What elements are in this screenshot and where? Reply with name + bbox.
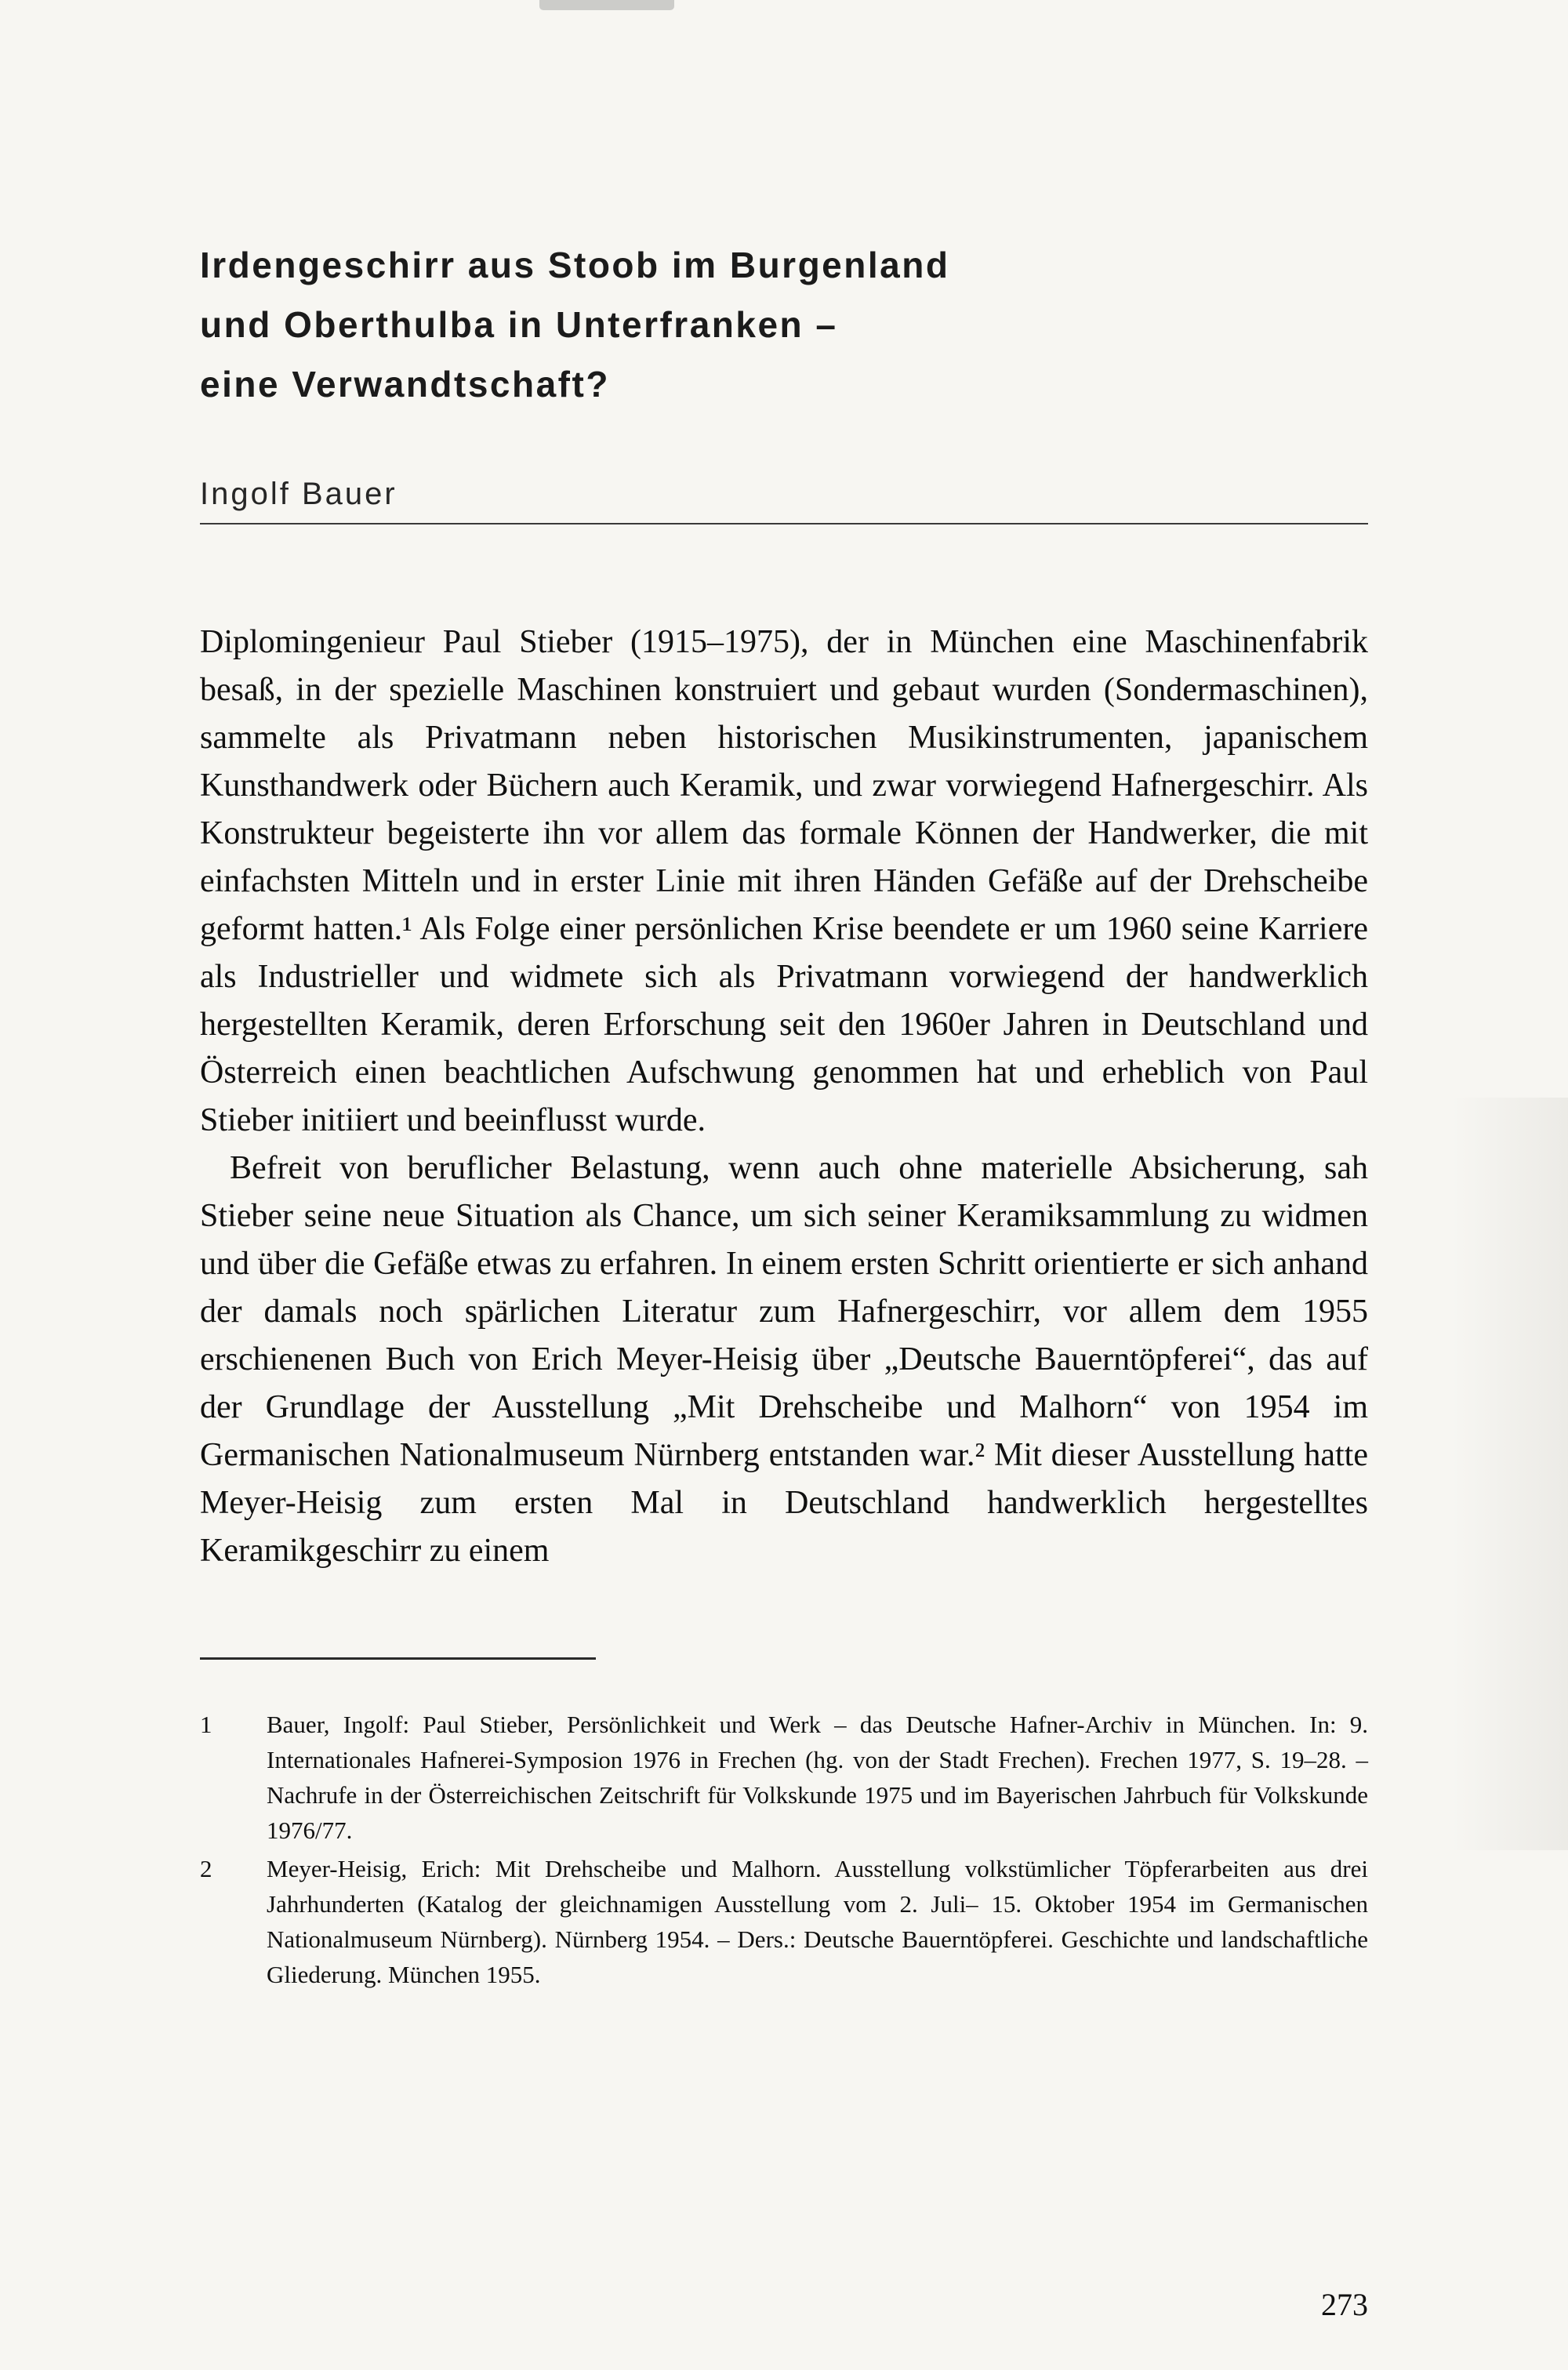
author-divider-rule xyxy=(200,523,1368,524)
footnote-1-number: 1 xyxy=(200,1711,212,1738)
article-title-line-2: und Oberthulba in Unterfranken – xyxy=(200,304,838,345)
scan-artifact xyxy=(539,0,674,10)
footnote-2 xyxy=(200,1851,1368,1992)
paragraph-2: Befreit von beruflicher Belastung, wenn auch ohne materielle Absicherung, sah Stieber seine neue Situation als Chance, um sich seiner Keramiksammlung zu widmen und über die Gefäße etwas zu erfahren. In einem ersten Schritt orientierte er sich anhand der damals noch spärlichen Literatur zum Hafnergeschirr, vor allem dem 1955 erschienenen Buch von Erich Meyer-Heisig über „Deutsche Bauerntöpferei“, das auf der Grundlage der Ausstellung „Mit Drehscheibe und Malhorn“ von 1954 im Germanischen Nationalmuseum Nürnberg entstanden war.² Mit dieser Ausstellung hatte Meyer-Heisig zum ersten Mal in Deutschland handwerklich hergestelltes Keramikgeschirr zu einem xyxy=(200,1150,1368,1569)
footnote-1 xyxy=(200,1707,1368,1848)
paragraph-1: Diplomingenieur Paul Stieber (1915–1975), der in München eine Maschinenfabrik besaß, in der spezielle Maschinen konstruiert und gebaut wurden (Sondermaschinen), sammelte als Privatmann neben historischen Musikinstrumenten, japanischem Kunsthandwerk oder Büchern auch Keramik, und zwar vorwiegend Hafnergeschirr. Als Konstrukteur begeisterte ihn vor allem das formale Können der Handwerker, die mit einfachsten Mitteln und in erster Linie mit ihren Händen Gefäße auf der Drehscheibe geformt hatten.¹ Als Folge einer persönlichen Krise beendete er um 1960 seine Karriere als Industrieller und widmete sich als Privatmann vorwiegend der handwerklich hergestellten Keramik, deren Erforschung seit den 1960er Jahren in Deutschland und Österreich einen beachtlichen Aufschwung genommen hat und erheblich von Paul Stieber initiiert und beeinflusst wurde. xyxy=(200,624,1368,1138)
footnote-1-text: Bauer, Ingolf: Paul Stieber, Persönlichkeit und Werk – das Deutsche Hafner-Archiv in München. In: 9. Internationales Hafnerei-Symposion 1976 in Frechen (hg. von der Stadt Frechen). Frechen 1977, S. 19–28. – Nachrufe in der Österreichischen Zeitschrift für Volkskunde 1975 und im Bayerischen Jahrbuch für Volkskunde 1976/77. xyxy=(267,1711,1368,1844)
page-number: 273 xyxy=(1321,2287,1368,2322)
article-title-line-1: Irdengeschirr aus Stoob im Burgenland xyxy=(200,245,950,285)
article-title xyxy=(200,235,1368,414)
footnote-2-text: Meyer-Heisig, Erich: Mit Drehscheibe und Malhorn. Ausstellung volkstümlicher Töpferarbeiten aus drei Jahrhunderten (Katalog der gleichnamigen Ausstellung vom 2. Juli– 15. Oktober 1954 im Germanischen Nationalmuseum Nürnberg). Nürnberg 1954. – Ders.: Deutsche Bauerntöpferei. Geschichte und landschaftliche Gliederung. München 1955. xyxy=(267,1855,1368,1988)
author-name: Ingolf Bauer xyxy=(200,477,397,511)
footnote-2-number: 2 xyxy=(200,1855,212,1882)
footnote-separator-rule xyxy=(200,1657,596,1660)
article-body xyxy=(200,619,1368,1575)
footnotes-section xyxy=(200,1707,1368,1992)
article-title-line-3: eine Verwandtschaft? xyxy=(200,364,610,405)
